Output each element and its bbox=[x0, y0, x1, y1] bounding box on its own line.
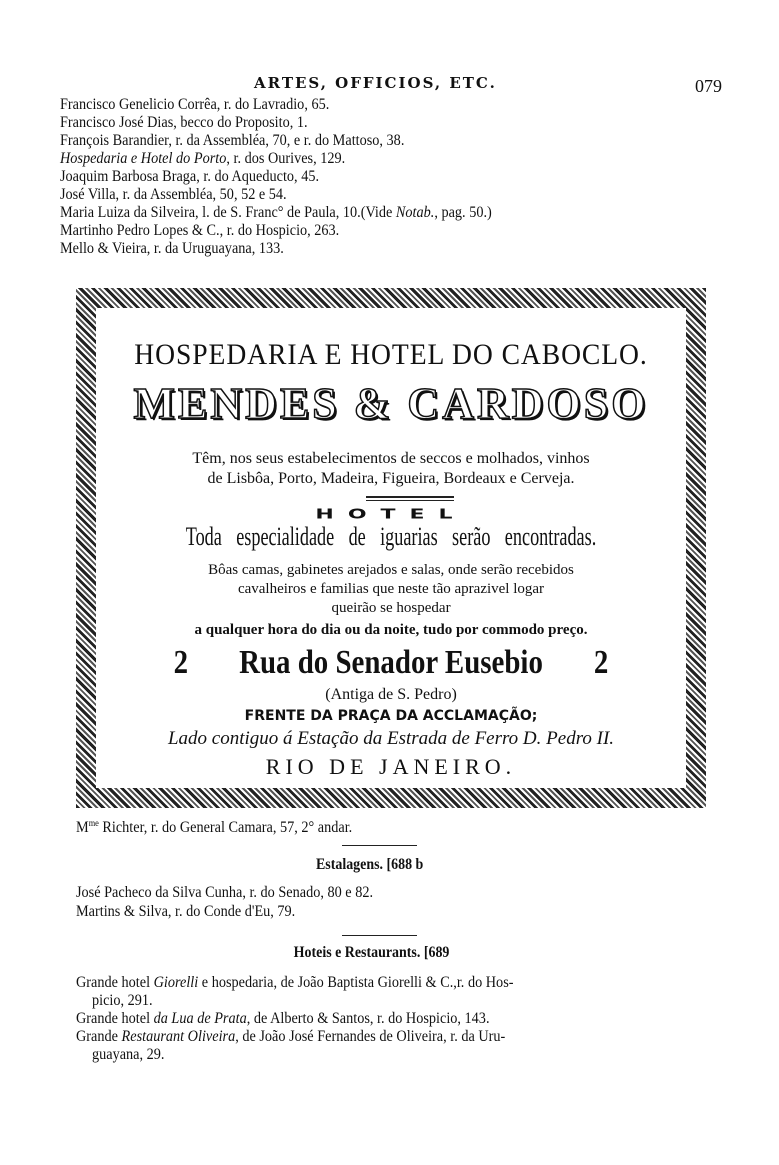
entry-italic: Notab. bbox=[395, 204, 435, 221]
section-heading-hoteis: Hoteis e Restaurants. [689 bbox=[293, 944, 450, 961]
list-item bbox=[76, 974, 514, 992]
list-item: Mello & Vieira, r. da Uruguayana, 133. bbox=[60, 240, 284, 257]
entry-italic: da Lua de Prata bbox=[153, 1010, 247, 1027]
entry-text: Maria Luiza da Silveira, l. de S. Franc° de Paula, 10.(Vide bbox=[60, 204, 396, 221]
ad-text: Bôas camas, gabinetes arejados e salas, onde serão recebidos bbox=[208, 562, 574, 578]
ad-text: cavalheiros e familias que neste tão aprazivel logar bbox=[237, 581, 545, 597]
entry-superscript: me bbox=[88, 818, 99, 828]
divider bbox=[342, 845, 417, 846]
section-heading-estalagens: Estalagens. [688 b bbox=[315, 856, 424, 873]
list-item bbox=[76, 1010, 490, 1028]
entry-text: , pag. 50.) bbox=[434, 204, 492, 221]
street-number: 2 bbox=[593, 644, 609, 681]
list-item-continuation: picio, 291. bbox=[92, 992, 153, 1009]
entry-italic: Hospedaria e Hotel do Porto bbox=[60, 150, 227, 167]
list-item: Joaquim Barbosa Braga, r. do Aqueducto, 45. bbox=[60, 168, 320, 185]
street-name: Rua do Senador Eusebio bbox=[239, 644, 543, 681]
list-item bbox=[60, 204, 492, 222]
entry-text: M bbox=[76, 819, 89, 837]
advertisement-box bbox=[76, 288, 706, 808]
list-item bbox=[76, 818, 352, 837]
entry-italic: Restaurant Oliveira bbox=[121, 1028, 236, 1045]
ad-city: RIO DE JANEIRO. bbox=[265, 754, 517, 779]
divider bbox=[342, 935, 417, 936]
ad-text: a qualquer hora do dia ou da noite, tudo por commodo preço. bbox=[194, 622, 588, 638]
page-number: 079 bbox=[695, 76, 722, 96]
list-item: Martinho Pedro Lopes & C., r. do Hospicio, 263. bbox=[60, 222, 340, 239]
list-item: José Villa, r. da Assembléa, 50, 52 e 54. bbox=[60, 186, 287, 203]
running-header: ARTES, OFFICIOS, ETC. bbox=[254, 74, 497, 92]
ad-address bbox=[140, 644, 642, 682]
list-item bbox=[60, 150, 345, 168]
ad-text: Têm, nos seus estabelecimentos de seccos e molhados, vinhos bbox=[192, 450, 590, 467]
ad-title: HOSPEDARIA E HOTEL DO CABOCLO. bbox=[134, 338, 648, 371]
entry-italic: Giorelli bbox=[153, 974, 199, 991]
ad-location: FRENTE DA PRAÇA DA ACCLAMAÇÃO; bbox=[244, 708, 538, 724]
list-item: José Pacheco da Silva Cunha, r. do Senado, 80 e 82. bbox=[76, 884, 374, 901]
entry-text: Richter, r. do General Camara, 57, 2° andar. bbox=[98, 819, 353, 837]
list-item bbox=[76, 1028, 505, 1046]
entry-text: Grande hotel bbox=[76, 974, 154, 991]
ad-old-name: (Antiga de S. Pedro) bbox=[325, 686, 457, 703]
list-item: Francisco José Dias, becco do Proposito, 1. bbox=[60, 114, 308, 131]
ad-location: Lado contiguo á Estação da Estrada de Ferro D. Pedro II. bbox=[167, 728, 615, 749]
street-number: 2 bbox=[173, 644, 189, 681]
list-item-continuation: guayana, 29. bbox=[92, 1046, 165, 1063]
entry-text: , de João José Fernandes de Oliveira, r. da Uru- bbox=[235, 1028, 506, 1045]
ad-specialty: Toda especialidade de iguarias serão encontradas. bbox=[185, 522, 597, 551]
list-item: Francisco Genelicio Corrêa, r. do Lavradio, 65. bbox=[60, 96, 330, 113]
entry-text: e hospedaria, de João Baptista Giorelli & C.,r. do Hos- bbox=[198, 974, 514, 991]
entry-text: , r. dos Ourives, 129. bbox=[226, 150, 346, 167]
ad-text: de Lisbôa, Porto, Madeira, Figueira, Bordeaux e Cerveja. bbox=[207, 470, 575, 487]
ad-firm-name: MENDES & CARDOSO bbox=[133, 379, 649, 428]
ad-text: queirão se hospedar bbox=[331, 600, 451, 616]
list-item: Martins & Silva, r. do Conde d'Eu, 79. bbox=[76, 903, 296, 920]
entry-text: Grande hotel bbox=[76, 1010, 154, 1027]
entry-text: , de Alberto & Santos, r. do Hospicio, 143. bbox=[246, 1010, 490, 1027]
entry-text: Grande bbox=[76, 1028, 122, 1045]
list-item: François Barandier, r. da Assembléa, 70, e r. do Mattoso, 38. bbox=[60, 132, 405, 149]
divider bbox=[366, 496, 454, 501]
ad-hotel-heading: HOTEL bbox=[315, 507, 467, 522]
